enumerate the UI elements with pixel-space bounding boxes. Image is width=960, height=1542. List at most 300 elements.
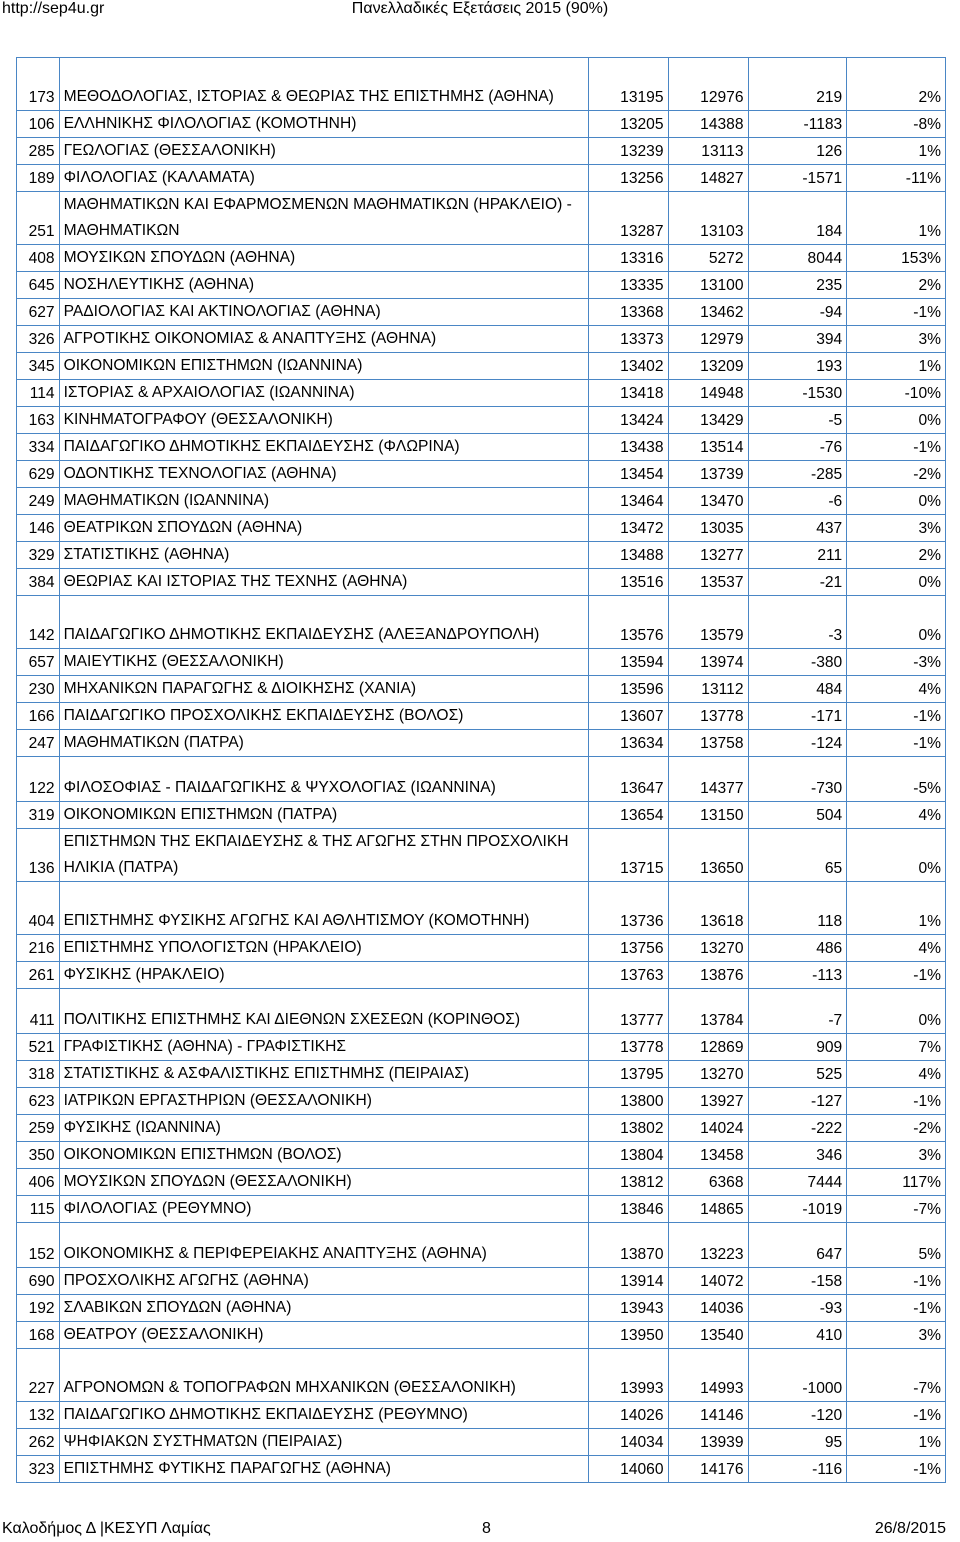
score-2014-cell: 13100	[668, 272, 748, 299]
dept-name-cell: ΦΙΛΟΛΟΓΙΑΣ (ΡΕΘΥΜΝΟ)	[59, 1196, 588, 1223]
score-diff-cell: -94	[748, 299, 847, 326]
score-pct-cell: 0%	[847, 596, 946, 649]
score-pct-cell: 4%	[847, 1061, 946, 1088]
dept-name-cell: ΜΟΥΣΙΚΩΝ ΣΠΟΥΔΩΝ (ΑΘΗΝΑ)	[59, 245, 588, 272]
score-pct-cell: -7%	[847, 1196, 946, 1223]
dept-name-cell: ΓΡΑΦΙΣΤΙΚΗΣ (ΑΘΗΝΑ) - ΓΡΑΦΙΣΤΙΚΗΣ	[59, 1034, 588, 1061]
score-2015-cell: 13335	[588, 272, 668, 299]
score-2015-cell: 13950	[588, 1322, 668, 1349]
score-2015-cell: 13993	[588, 1349, 668, 1402]
table-row	[17, 730, 946, 757]
table-row	[17, 596, 946, 649]
table-row	[17, 1061, 946, 1088]
score-2014-cell: 13112	[668, 676, 748, 703]
score-2014-cell: 13514	[668, 434, 748, 461]
score-2014-cell: 13618	[668, 882, 748, 935]
score-2015-cell: 13736	[588, 882, 668, 935]
table-row	[17, 272, 946, 299]
score-diff-cell: -93	[748, 1295, 847, 1322]
score-2015-cell: 13756	[588, 935, 668, 962]
dept-code-cell: 142	[17, 596, 60, 649]
dept-name-cell: ΦΥΣΙΚΗΣ (ΗΡΑΚΛΕΙΟ)	[59, 962, 588, 989]
page-footer	[0, 1520, 960, 1542]
score-pct-cell: -1%	[847, 434, 946, 461]
score-2014-cell: 13540	[668, 1322, 748, 1349]
score-2014-cell: 13778	[668, 703, 748, 730]
dept-code-cell: 326	[17, 326, 60, 353]
score-pct-cell: -10%	[847, 380, 946, 407]
score-2015-cell: 13373	[588, 326, 668, 353]
dept-code-cell: 521	[17, 1034, 60, 1061]
dept-name-cell: ΟΙΚΟΝΟΜΙΚΩΝ ΕΠΙΣΤΗΜΩΝ (ΠΑΤΡΑ)	[59, 802, 588, 829]
dept-name-cell: ΦΙΛΟΛΟΓΙΑΣ (ΚΑΛΑΜΑΤΑ)	[59, 165, 588, 192]
dept-code-cell: 106	[17, 111, 60, 138]
score-2014-cell: 14388	[668, 111, 748, 138]
score-diff-cell: 219	[748, 58, 847, 111]
score-pct-cell: 3%	[847, 515, 946, 542]
score-2014-cell: 13650	[668, 829, 748, 882]
table-row	[17, 649, 946, 676]
score-pct-cell: -1%	[847, 730, 946, 757]
score-2014-cell: 13458	[668, 1142, 748, 1169]
table-row	[17, 380, 946, 407]
dept-name-cell: ΣΤΑΤΙΣΤΙΚΗΣ & ΑΣΦΑΛΙΣΤΙΚΗΣ ΕΠΙΣΤΗΜΗΣ (ΠΕΙΡΑΙΑΣ)	[59, 1061, 588, 1088]
score-diff-cell: -222	[748, 1115, 847, 1142]
table-row	[17, 1088, 946, 1115]
score-2014-cell: 13429	[668, 407, 748, 434]
footer-date: 26/8/2015	[874, 1520, 946, 1537]
score-diff-cell: 8044	[748, 245, 847, 272]
score-pct-cell: 2%	[847, 542, 946, 569]
score-pct-cell: 1%	[847, 1429, 946, 1456]
score-2014-cell: 13223	[668, 1223, 748, 1268]
dept-name-cell: ΣΛΑΒΙΚΩΝ ΣΠΟΥΔΩΝ (ΑΘΗΝΑ)	[59, 1295, 588, 1322]
score-diff-cell: 437	[748, 515, 847, 542]
score-diff-cell: 65	[748, 829, 847, 882]
score-diff-cell: -76	[748, 434, 847, 461]
table-row	[17, 1349, 946, 1402]
dept-name-cell: ΟΙΚΟΝΟΜΙΚΩΝ ΕΠΙΣΤΗΜΩΝ (ΒΟΛΟΣ)	[59, 1142, 588, 1169]
score-2015-cell: 13424	[588, 407, 668, 434]
score-2014-cell: 13784	[668, 989, 748, 1034]
table-row	[17, 461, 946, 488]
dept-code-cell: 623	[17, 1088, 60, 1115]
score-2015-cell: 13418	[588, 380, 668, 407]
table-row	[17, 299, 946, 326]
score-pct-cell: 0%	[847, 569, 946, 596]
table-row	[17, 1402, 946, 1429]
score-2014-cell: 13876	[668, 962, 748, 989]
score-diff-cell: -171	[748, 703, 847, 730]
dept-name-cell: ΠΑΙΔΑΓΩΓΙΚΟ ΠΡΟΣΧΟΛΙΚΗΣ ΕΚΠΑΙΔΕΥΣΗΣ (ΒΟΛΟΣ)	[59, 703, 588, 730]
score-2014-cell: 13470	[668, 488, 748, 515]
dept-code-cell: 132	[17, 1402, 60, 1429]
score-2015-cell: 13464	[588, 488, 668, 515]
score-2014-cell: 13113	[668, 138, 748, 165]
score-2015-cell: 14026	[588, 1402, 668, 1429]
score-diff-cell: 95	[748, 1429, 847, 1456]
table-row	[17, 111, 946, 138]
dept-name-cell: ΠΑΙΔΑΓΩΓΙΚΟ ΔΗΜΟΤΙΚΗΣ ΕΚΠΑΙΔΕΥΣΗΣ (ΦΛΩΡΙΝΑ)	[59, 434, 588, 461]
table-row	[17, 1268, 946, 1295]
dept-name-cell: ΜΗΧΑΝΙΚΩΝ ΠΑΡΑΓΩΓΗΣ & ΔΙΟΙΚΗΣΗΣ (ΧΑΝΙΑ)	[59, 676, 588, 703]
score-2014-cell: 13537	[668, 569, 748, 596]
dept-name-cell: ΚΙΝΗΜΑΤΟΓΡΑΦΟΥ (ΘΕΣΣΑΛΟΝΙΚΗ)	[59, 407, 588, 434]
table-row	[17, 326, 946, 353]
score-2014-cell: 14993	[668, 1349, 748, 1402]
score-2014-cell: 13103	[668, 192, 748, 245]
score-pct-cell: -5%	[847, 757, 946, 802]
score-pct-cell: 1%	[847, 138, 946, 165]
score-2015-cell: 14060	[588, 1456, 668, 1483]
score-pct-cell: 5%	[847, 1223, 946, 1268]
score-2015-cell: 13239	[588, 138, 668, 165]
dept-code-cell: 627	[17, 299, 60, 326]
score-diff-cell: -1530	[748, 380, 847, 407]
score-pct-cell: 153%	[847, 245, 946, 272]
score-2014-cell: 13209	[668, 353, 748, 380]
table-row	[17, 962, 946, 989]
score-pct-cell: 1%	[847, 353, 946, 380]
table-row	[17, 192, 946, 245]
score-pct-cell: -1%	[847, 1456, 946, 1483]
score-2015-cell: 13368	[588, 299, 668, 326]
table-row	[17, 434, 946, 461]
score-diff-cell: 118	[748, 882, 847, 935]
score-2015-cell: 13488	[588, 542, 668, 569]
score-2015-cell: 13472	[588, 515, 668, 542]
score-diff-cell: -380	[748, 649, 847, 676]
score-pct-cell: -7%	[847, 1349, 946, 1402]
dept-code-cell: 216	[17, 935, 60, 962]
score-2015-cell: 13812	[588, 1169, 668, 1196]
score-diff-cell: 193	[748, 353, 847, 380]
score-diff-cell: 486	[748, 935, 847, 962]
score-2015-cell: 13287	[588, 192, 668, 245]
dept-code-cell: 384	[17, 569, 60, 596]
dept-code-cell: 251	[17, 192, 60, 245]
score-pct-cell: -1%	[847, 1088, 946, 1115]
score-pct-cell: 3%	[847, 326, 946, 353]
dept-code-cell: 319	[17, 802, 60, 829]
table-row	[17, 569, 946, 596]
score-pct-cell: 117%	[847, 1169, 946, 1196]
dept-code-cell: 115	[17, 1196, 60, 1223]
score-2014-cell: 13035	[668, 515, 748, 542]
score-2014-cell: 14146	[668, 1402, 748, 1429]
score-2015-cell: 13800	[588, 1088, 668, 1115]
dept-name-cell: ΕΛΛΗΝΙΚΗΣ ΦΙΛΟΛΟΓΙΑΣ (ΚΟΜΟΤΗΝΗ)	[59, 111, 588, 138]
dept-name-cell: ΠΑΙΔΑΓΩΓΙΚΟ ΔΗΜΟΤΙΚΗΣ ΕΚΠΑΙΔΕΥΣΗΣ (ΑΛΕΞΑΝΔΡΟΥΠΟΛΗ)	[59, 596, 588, 649]
dept-code-cell: 136	[17, 829, 60, 882]
table-row	[17, 935, 946, 962]
dept-name-cell: ΜΑΘΗΜΑΤΙΚΩΝ ΚΑΙ ΕΦΑΡΜΟΣΜΕΝΩΝ ΜΑΘΗΜΑΤΙΚΩΝ (ΗΡΑΚΛΕΙΟ) - ΜΑΘΗΜΑΤΙΚΩΝ	[59, 192, 588, 245]
dept-name-cell: ΘΕΑΤΡΟΥ (ΘΕΣΣΑΛΟΝΙΚΗ)	[59, 1322, 588, 1349]
score-diff-cell: 410	[748, 1322, 847, 1349]
score-diff-cell: -1000	[748, 1349, 847, 1402]
score-2015-cell: 13778	[588, 1034, 668, 1061]
score-2014-cell: 13270	[668, 1061, 748, 1088]
score-2014-cell: 14024	[668, 1115, 748, 1142]
table-row	[17, 1429, 946, 1456]
score-pct-cell: 7%	[847, 1034, 946, 1061]
footer-page-number: 8	[482, 1520, 491, 1537]
score-pct-cell: -1%	[847, 703, 946, 730]
score-pct-cell: 0%	[847, 829, 946, 882]
dept-name-cell: ΕΠΙΣΤΗΜΗΣ ΦΥΤΙΚΗΣ ΠΑΡΑΓΩΓΗΣ (ΑΘΗΝΑ)	[59, 1456, 588, 1483]
dept-code-cell: 262	[17, 1429, 60, 1456]
score-2015-cell: 13594	[588, 649, 668, 676]
table-row	[17, 1456, 946, 1483]
score-pct-cell: -8%	[847, 111, 946, 138]
footer-author: Καλοδήμος Δ |ΚΕΣΥΠ Λαμίας	[2, 1520, 211, 1537]
score-pct-cell: 0%	[847, 989, 946, 1034]
score-pct-cell: 3%	[847, 1142, 946, 1169]
score-2015-cell: 13596	[588, 676, 668, 703]
score-2014-cell: 14036	[668, 1295, 748, 1322]
score-2015-cell: 13647	[588, 757, 668, 802]
table-row	[17, 829, 946, 882]
score-2014-cell: 5272	[668, 245, 748, 272]
dept-name-cell: ΟΙΚΟΝΟΜΙΚΗΣ & ΠΕΡΙΦΕΡΕΙΑΚΗΣ ΑΝΑΠΤΥΞΗΣ (ΑΘΗΝΑ)	[59, 1223, 588, 1268]
dept-code-cell: 408	[17, 245, 60, 272]
score-diff-cell: 647	[748, 1223, 847, 1268]
score-2014-cell: 14377	[668, 757, 748, 802]
score-diff-cell: -124	[748, 730, 847, 757]
dept-code-cell: 247	[17, 730, 60, 757]
dept-code-cell: 261	[17, 962, 60, 989]
dept-name-cell: ΨΗΦΙΑΚΩΝ ΣΥΣΤΗΜΑΤΩΝ (ΠΕΙΡΑΙΑΣ)	[59, 1429, 588, 1456]
dept-code-cell: 629	[17, 461, 60, 488]
score-2015-cell: 13870	[588, 1223, 668, 1268]
scores-table-body	[17, 58, 946, 1483]
dept-code-cell: 318	[17, 1061, 60, 1088]
score-pct-cell: -1%	[847, 299, 946, 326]
score-pct-cell: -2%	[847, 461, 946, 488]
table-row	[17, 488, 946, 515]
dept-name-cell: ΑΓΡΟΝΟΜΩΝ & ΤΟΠΟΓΡΑΦΩΝ ΜΗΧΑΝΙΚΩΝ (ΘΕΣΣΑΛΟΝΙΚΗ)	[59, 1349, 588, 1402]
table-row	[17, 542, 946, 569]
score-pct-cell: 2%	[847, 272, 946, 299]
dept-code-cell: 411	[17, 989, 60, 1034]
dept-name-cell: ΦΙΛΟΣΟΦΙΑΣ - ΠΑΙΔΑΓΩΓΙΚΗΣ & ΨΥΧΟΛΟΓΙΑΣ (ΙΩΑΝΝΙΝΑ)	[59, 757, 588, 802]
table-row	[17, 138, 946, 165]
score-diff-cell: -3	[748, 596, 847, 649]
dept-code-cell: 192	[17, 1295, 60, 1322]
dept-name-cell: ΠΡΟΣΧΟΛΙΚΗΣ ΑΓΩΓΗΣ (ΑΘΗΝΑ)	[59, 1268, 588, 1295]
score-diff-cell: 7444	[748, 1169, 847, 1196]
score-2015-cell: 13802	[588, 1115, 668, 1142]
score-diff-cell: -7	[748, 989, 847, 1034]
dept-name-cell: ΟΙΚΟΝΟΜΙΚΩΝ ΕΠΙΣΤΗΜΩΝ (ΙΩΑΝΝΙΝΑ)	[59, 353, 588, 380]
dept-code-cell: 259	[17, 1115, 60, 1142]
table-row	[17, 989, 946, 1034]
dept-code-cell: 166	[17, 703, 60, 730]
table-row	[17, 1169, 946, 1196]
score-diff-cell: -1019	[748, 1196, 847, 1223]
score-2015-cell: 13402	[588, 353, 668, 380]
table-row	[17, 1223, 946, 1268]
score-diff-cell: -127	[748, 1088, 847, 1115]
table-row	[17, 245, 946, 272]
dept-code-cell: 122	[17, 757, 60, 802]
score-2015-cell: 14034	[588, 1429, 668, 1456]
score-2015-cell: 13316	[588, 245, 668, 272]
dept-name-cell: ΜΑΘΗΜΑΤΙΚΩΝ (ΠΑΤΡΑ)	[59, 730, 588, 757]
table-row	[17, 1115, 946, 1142]
score-2015-cell: 13256	[588, 165, 668, 192]
score-diff-cell: -158	[748, 1268, 847, 1295]
table-row	[17, 58, 946, 111]
score-2015-cell: 13576	[588, 596, 668, 649]
dept-code-cell: 114	[17, 380, 60, 407]
score-2014-cell: 14072	[668, 1268, 748, 1295]
dept-name-cell: ΕΠΙΣΤΗΜΗΣ ΥΠΟΛΟΓΙΣΤΩΝ (ΗΡΑΚΛΕΙΟ)	[59, 935, 588, 962]
dept-name-cell: ΠΟΛΙΤΙΚΗΣ ΕΠΙΣΤΗΜΗΣ ΚΑΙ ΔΙΕΘΝΩΝ ΣΧΕΣΕΩΝ (ΚΟΡΙΝΘΟΣ)	[59, 989, 588, 1034]
score-2015-cell: 13715	[588, 829, 668, 882]
score-diff-cell: 909	[748, 1034, 847, 1061]
table-row	[17, 802, 946, 829]
score-diff-cell: -5	[748, 407, 847, 434]
score-diff-cell: -113	[748, 962, 847, 989]
score-2014-cell: 12869	[668, 1034, 748, 1061]
score-2014-cell: 13927	[668, 1088, 748, 1115]
score-pct-cell: 0%	[847, 407, 946, 434]
score-diff-cell: 484	[748, 676, 847, 703]
score-2014-cell: 13758	[668, 730, 748, 757]
score-pct-cell: 4%	[847, 935, 946, 962]
dept-name-cell: ΜΑΙΕΥΤΙΚΗΣ (ΘΕΣΣΑΛΟΝΙΚΗ)	[59, 649, 588, 676]
table-row	[17, 1142, 946, 1169]
dept-name-cell: ΜΑΘΗΜΑΤΙΚΩΝ (ΙΩΑΝΝΙΝΑ)	[59, 488, 588, 515]
table-row	[17, 1322, 946, 1349]
score-diff-cell: -116	[748, 1456, 847, 1483]
score-2014-cell: 13974	[668, 649, 748, 676]
dept-code-cell: 152	[17, 1223, 60, 1268]
dept-code-cell: 657	[17, 649, 60, 676]
score-pct-cell: -1%	[847, 1268, 946, 1295]
score-2015-cell: 13454	[588, 461, 668, 488]
table-row	[17, 676, 946, 703]
table-row	[17, 1034, 946, 1061]
dept-name-cell: ΜΟΥΣΙΚΩΝ ΣΠΟΥΔΩΝ (ΘΕΣΣΑΛΟΝΙΚΗ)	[59, 1169, 588, 1196]
score-diff-cell: -1571	[748, 165, 847, 192]
dept-code-cell: 329	[17, 542, 60, 569]
score-2015-cell: 13943	[588, 1295, 668, 1322]
score-pct-cell: 1%	[847, 882, 946, 935]
score-2015-cell: 13795	[588, 1061, 668, 1088]
score-2014-cell: 13462	[668, 299, 748, 326]
score-pct-cell: -11%	[847, 165, 946, 192]
table-row	[17, 353, 946, 380]
score-diff-cell: -285	[748, 461, 847, 488]
page-header	[0, 0, 960, 22]
score-2015-cell: 13763	[588, 962, 668, 989]
score-2014-cell: 13270	[668, 935, 748, 962]
score-pct-cell: -1%	[847, 962, 946, 989]
score-2014-cell: 12976	[668, 58, 748, 111]
header-site: http://sep4u.gr	[2, 0, 105, 17]
score-2015-cell: 13205	[588, 111, 668, 138]
score-pct-cell: 2%	[847, 58, 946, 111]
score-diff-cell: -730	[748, 757, 847, 802]
score-2014-cell: 13277	[668, 542, 748, 569]
dept-code-cell: 227	[17, 1349, 60, 1402]
score-pct-cell: 3%	[847, 1322, 946, 1349]
score-2015-cell: 13195	[588, 58, 668, 111]
score-diff-cell: -120	[748, 1402, 847, 1429]
dept-name-cell: ΦΥΣΙΚΗΣ (ΙΩΑΝΝΙΝΑ)	[59, 1115, 588, 1142]
score-pct-cell: -2%	[847, 1115, 946, 1142]
score-2015-cell: 13777	[588, 989, 668, 1034]
score-pct-cell: 4%	[847, 802, 946, 829]
score-diff-cell: -6	[748, 488, 847, 515]
score-pct-cell: -1%	[847, 1402, 946, 1429]
score-diff-cell: 211	[748, 542, 847, 569]
dept-code-cell: 334	[17, 434, 60, 461]
dept-code-cell: 230	[17, 676, 60, 703]
dept-code-cell: 350	[17, 1142, 60, 1169]
dept-name-cell: ΟΔΟΝΤΙΚΗΣ ΤΕΧΝΟΛΟΓΙΑΣ (ΑΘΗΝΑ)	[59, 461, 588, 488]
dept-name-cell: ΙΑΤΡΙΚΩΝ ΕΡΓΑΣΤΗΡΙΩΝ (ΘΕΣΣΑΛΟΝΙΚΗ)	[59, 1088, 588, 1115]
score-2015-cell: 13634	[588, 730, 668, 757]
score-2014-cell: 12979	[668, 326, 748, 353]
dept-code-cell: 163	[17, 407, 60, 434]
dept-code-cell: 168	[17, 1322, 60, 1349]
score-diff-cell: 525	[748, 1061, 847, 1088]
table-row	[17, 1196, 946, 1223]
table-row	[17, 882, 946, 935]
dept-code-cell: 323	[17, 1456, 60, 1483]
dept-code-cell: 285	[17, 138, 60, 165]
score-pct-cell: 1%	[847, 192, 946, 245]
dept-name-cell: ΕΠΙΣΤΗΜΩΝ ΤΗΣ ΕΚΠΑΙΔΕΥΣΗΣ & ΤΗΣ ΑΓΩΓΗΣ ΣΤΗΝ ΠΡΟΣΧΟΛΙΚΗ ΗΛΙΚΙΑ (ΠΑΤΡΑ)	[59, 829, 588, 882]
table-row	[17, 1295, 946, 1322]
score-2015-cell: 13516	[588, 569, 668, 596]
score-diff-cell: 504	[748, 802, 847, 829]
scores-table	[16, 57, 946, 1483]
score-2014-cell: 13150	[668, 802, 748, 829]
dept-name-cell: ΓΕΩΛΟΓΙΑΣ (ΘΕΣΣΑΛΟΝΙΚΗ)	[59, 138, 588, 165]
score-2014-cell: 14827	[668, 165, 748, 192]
score-2015-cell: 13654	[588, 802, 668, 829]
score-diff-cell: -1183	[748, 111, 847, 138]
score-2014-cell: 14865	[668, 1196, 748, 1223]
dept-name-cell: ΣΤΑΤΙΣΤΙΚΗΣ (ΑΘΗΝΑ)	[59, 542, 588, 569]
score-diff-cell: 126	[748, 138, 847, 165]
header-title: Πανελλαδικές Εξετάσεις 2015 (90%)	[351, 0, 609, 17]
dept-code-cell: 404	[17, 882, 60, 935]
score-diff-cell: 235	[748, 272, 847, 299]
score-pct-cell: -1%	[847, 1295, 946, 1322]
dept-code-cell: 173	[17, 58, 60, 111]
dept-code-cell: 146	[17, 515, 60, 542]
score-diff-cell: -21	[748, 569, 847, 596]
table-row	[17, 515, 946, 542]
score-2014-cell: 14176	[668, 1456, 748, 1483]
score-diff-cell: 184	[748, 192, 847, 245]
score-2015-cell: 13846	[588, 1196, 668, 1223]
dept-name-cell: ΡΑΔΙΟΛΟΓΙΑΣ ΚΑΙ ΑΚΤΙΝΟΛΟΓΙΑΣ (ΑΘΗΝΑ)	[59, 299, 588, 326]
dept-code-cell: 345	[17, 353, 60, 380]
score-pct-cell: -3%	[847, 649, 946, 676]
dept-name-cell: ΑΓΡΟΤΙΚΗΣ ΟΙΚΟΝΟΜΙΑΣ & ΑΝΑΠΤΥΞΗΣ (ΑΘΗΝΑ)	[59, 326, 588, 353]
score-2014-cell: 13939	[668, 1429, 748, 1456]
score-pct-cell: 4%	[847, 676, 946, 703]
score-pct-cell: 0%	[847, 488, 946, 515]
dept-name-cell: ΜΕΘΟΔΟΛΟΓΙΑΣ, ΙΣΤΟΡΙΑΣ & ΘΕΩΡΙΑΣ ΤΗΣ ΕΠΙΣΤΗΜΗΣ (ΑΘΗΝΑ)	[59, 58, 588, 111]
score-2014-cell: 13579	[668, 596, 748, 649]
